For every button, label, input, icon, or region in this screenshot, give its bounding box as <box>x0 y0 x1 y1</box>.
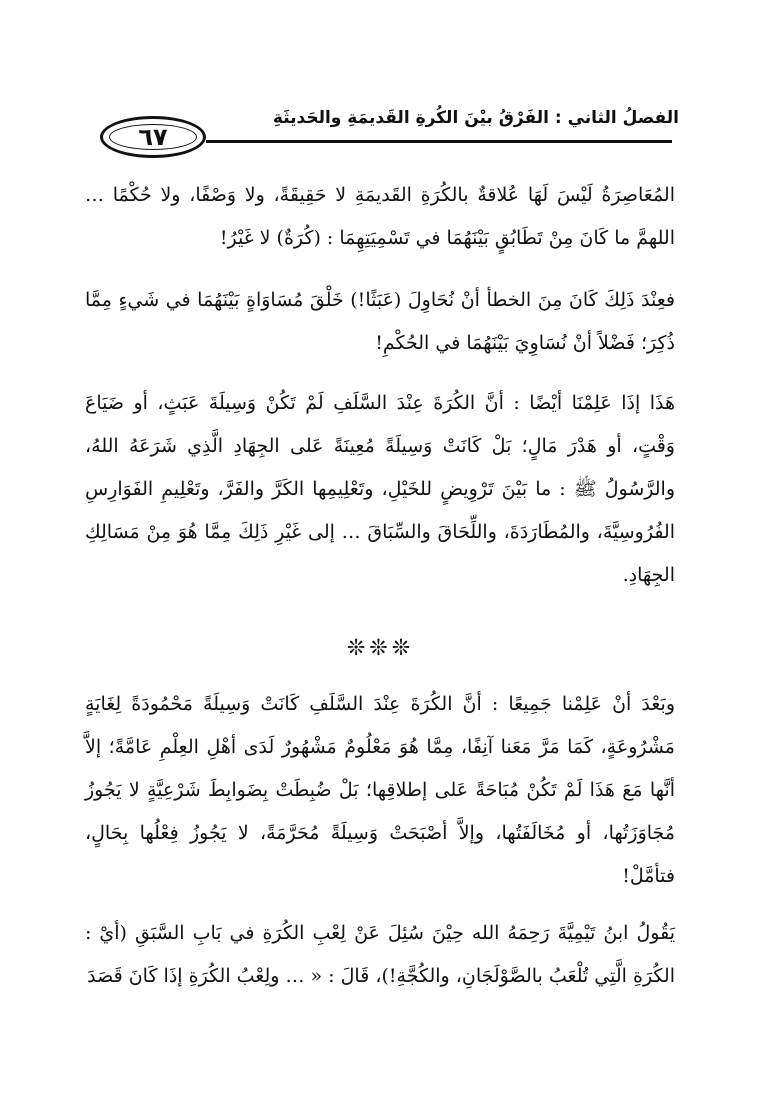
paragraph-5: يَقُولُ ابنُ تَيْمِيَّةَ رَحِمَهُ الله حِيْنَ سُئِلَ عَنْ لِعْبِ الكُرَةِ في بَابِ السَّبَقِ (أيْ : الكُرَةِ الَّتِي تُلْعَبُ بالصَّوْلَجَانِ، والكُجَّةِ!)، قَالَ : « … ولِعْبُ الكُرَةِ إذَا كَانَ قَصَدَ <box>85 922 675 987</box>
section-separator: ❊❊❊ <box>346 636 415 661</box>
paragraph-2: فعِنْدَ ذَلِكَ كَانَ مِنَ الخطأ أنْ نُحَاوِلَ (عَبَثًا!) خَلْقَ مُسَاوَاةٍ بَيْنَهُمَا في شَيءٍ مِمَّا ذُكِرَ؛ فَضْلاً أنْ نُسَاوِيَ بَيْنَهُمَا في الحُكْمِ! <box>85 289 675 354</box>
paragraph-4: وبَعْدَ أنْ عَلِمْنا جَمِيعًا : أنَّ الكُرَةَ عِنْدَ السَّلَفِ كَانَتْ وَسِيلَةً مَحْمُودَةً لِغَايَةٍ مَشْرُوعَةٍ، كَمَا مَرَّ مَعَنا آنِفًا، مِمَّا هُوَ مَعْلُومٌ مَشْهُورٌ لَدَى أهْلِ العِلْمِ عَامَّةً؛ إلاَّ أنَّها مَعَ هَذَا لَمْ تَكُنْ مُبَاحَةً عَلى إطلاقِها؛ بَلْ ضُبِطَتْ بِضَوابِطَ شَرْعِيَّةٍ لا يَجُوزُ مُجَاوَزَتُها، أو مُخَالَفَتُها، وإلاَّ أصْبَحَتْ وَسِيلَةً مُحَرَّمَةً، لا يَجُوزُ فِعْلُها بِحَالٍ، فتأمَّلْ! <box>85 693 675 887</box>
header-rule <box>206 140 672 143</box>
paragraph-1: المُعَاصِرَةُ لَيْسَ لَهَا عُلاقةٌ بالكُرَةِ القَديمَةِ لا حَقِيقَةً، ولا وَصْفًا، ولا حُكْمًا … اللهمَّ ما كَانَ مِنْ تَطَابُقٍ بَيْنَهُمَا في تَسْمِيَتِهِمَا : (كُرَةٌ) لا غَيْرُ! <box>85 184 675 249</box>
running-header: الفصلُ الثاني : الفَرْقُ بيْنَ الكُرةِ القَديمَةِ والحَديثَةِ <box>272 108 679 128</box>
page-number-badge <box>100 116 206 158</box>
paragraph-3: هَذَا إذَا عَلِمْنَا أيْضًا : أنَّ الكُرَةَ عِنْدَ السَّلَفِ لَمْ تَكُنْ وَسِيلَةَ عَبَثٍ، أو ضَيَاعَ وَقْتٍ، أو هَدْرَ مَالٍ؛ بَلْ كَانَتْ وَسِيلَةً مُعِينَةً عَلى الجِهَادِ الَّذِي شَرَعَهُ اللهُ، والرَّسُولُ ﷺ : ما بَيْنَ تَرْوِيضٍ للخَيْلِ، وتَعْلِيمِها الكَرَّ والفَرَّ، وتَعْلِيمِ الفَوَارِسِ الفُرُوسِيَّةَ، والمُطَارَدَةَ، واللِّحَاقَ والسِّبَاقَ … إلى غَيْرِ ذَلِكَ مِمَّا هُوَ مِنْ مَسَالِكِ الجِهَادِ. <box>85 392 675 586</box>
page-number: ٦٧ <box>138 123 168 151</box>
